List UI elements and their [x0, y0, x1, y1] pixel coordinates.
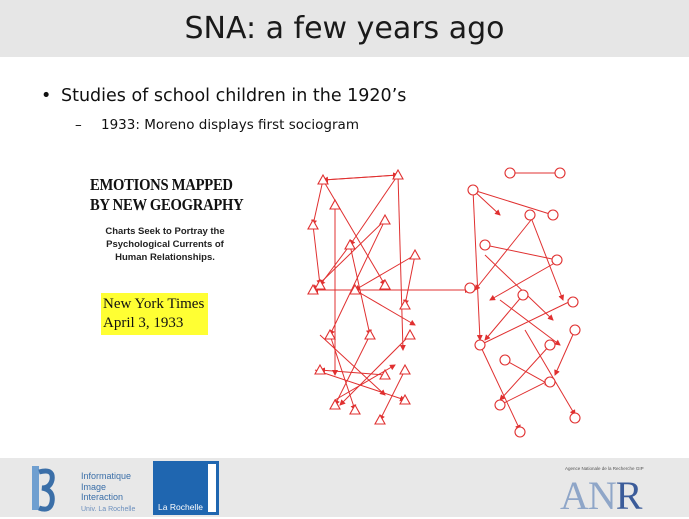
clipping-sub-line-3: Human Relationships. — [115, 252, 215, 263]
slide-title: SNA: a few years ago — [184, 11, 505, 46]
anr-logo — [560, 460, 676, 516]
anr-gip: GIP — [635, 466, 644, 471]
anr-letter-a: A — [560, 473, 588, 518]
bullet-level-2 — [75, 117, 359, 133]
source-line-1: New York Times — [103, 296, 205, 312]
clipping-headline-2: BY NEW GEOGRAPHY — [90, 195, 244, 214]
clipping-sub-line-1: Charts Seek to Portray the — [105, 226, 225, 237]
l3i-line-2: Image — [81, 481, 107, 492]
source-highlight — [101, 293, 208, 335]
anr-letters — [560, 472, 641, 519]
sociogram-edges — [313, 175, 575, 430]
bullet-level-1-text: Studies of school children in the 1920’s — [61, 86, 407, 106]
sociogram-image — [295, 160, 595, 450]
anr-small-text — [565, 466, 644, 471]
universite-strip — [201, 464, 216, 512]
universite-text: UNIVERSITÉ — [201, 470, 208, 504]
clipping-headline-1: EMOTIONS MAPPED — [90, 175, 233, 194]
anr-letter-r: R — [615, 473, 642, 518]
footer-bar — [0, 458, 689, 517]
anr-letter-n: N — [587, 473, 616, 518]
l3i-subtitle: Univ. La Rochelle — [81, 506, 136, 513]
clipping-sub-line-2: Psychological Currents of — [106, 239, 224, 250]
l3i-line-1: Informatique — [81, 471, 132, 481]
l3i-line-3: Interaction — [81, 492, 124, 502]
anr-agency-name: Agence Nationale de la Recherche — [565, 466, 635, 471]
source-line-2: April 3, 1933 — [103, 315, 184, 331]
l3i-logo — [30, 462, 150, 514]
title-bar — [0, 0, 689, 57]
la-rochelle-logo — [153, 461, 219, 515]
bullet-level-2-text: 1933: Moreno displays first sociogram — [101, 117, 359, 133]
la-rochelle-text: La Rochelle — [158, 502, 203, 512]
clipping-subheadline — [90, 225, 240, 264]
bullet-dash: – — [75, 117, 82, 133]
l3i-text — [81, 471, 131, 503]
bullet-level-1 — [41, 86, 406, 106]
newspaper-clipping — [90, 175, 244, 264]
sociogram-girls — [465, 168, 580, 437]
bullet-dot: • — [41, 86, 52, 106]
l3i-mark-icon — [30, 462, 60, 514]
